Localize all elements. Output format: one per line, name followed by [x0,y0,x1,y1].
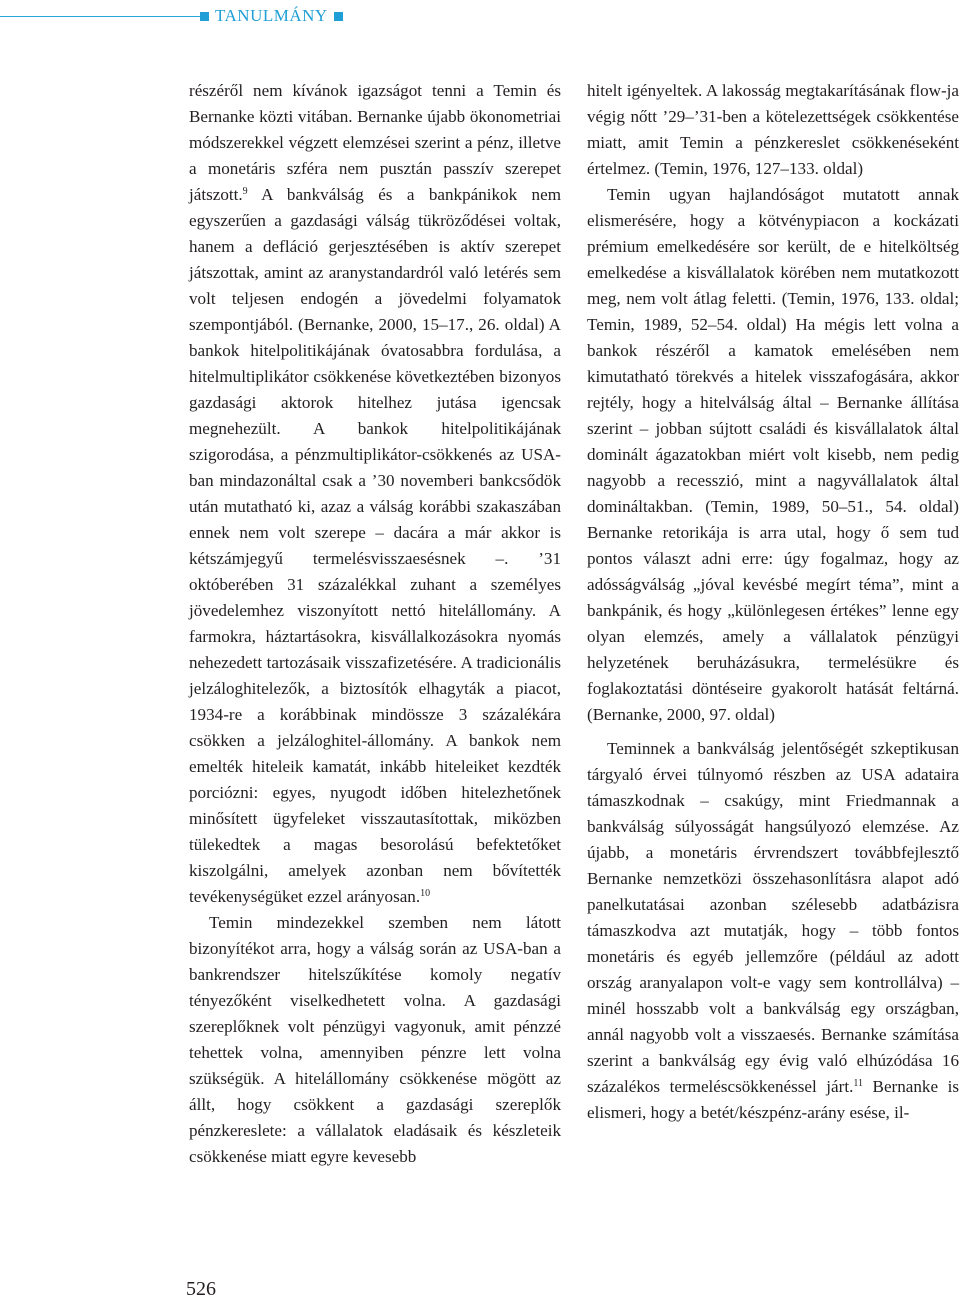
left-paragraph-1-start: részéről nem kívánok igazságot tenni a Temin és Bernanke közti vitában. Bernanke újabb ökonometriai módszerekkel végzett elemzései szerint a pénz, illetve a monetáris szféra nem pusztán passzív szerepet játszott. [189,81,561,204]
running-header [0,0,960,36]
page-number: 526 [186,1278,216,1300]
left-paragraph-1 [189,78,561,910]
footnote-ref-10: 10 [420,888,431,899]
right-paragraph-1: hitelt igényeltek. A lakosság megtakarításának flow-ja végig nőtt ’29–’31-ben a kötelezettségek csökkentése miatt, amit Temin a pénzkereslet csökkenéseként értelmez. (Temin, 1976, 127–133. oldal) [587,81,959,178]
square-bullet-icon [334,12,343,21]
header-rule [0,16,200,17]
section-label-text: TANULMÁNY [215,6,328,25]
footnote-ref-9: 9 [242,186,248,197]
right-paragraph-3 [587,736,959,1126]
footnote-ref-11: 11 [853,1078,864,1089]
right-paragraph-3-rest: Bernanke is elismeri, hogy a betét/készpénz-arány esése, il- [587,1077,959,1122]
right-paragraph-2: Temin ugyan hajlandóságot mutatott annak elismerésére, hogy a kötvénypiacon a kockázati prémium emelkedésére sor került, de e hitelköltség emelkedése a kisvállalatok körében nem mutatkozott meg, nem volt átlag feletti. (Temin, 1976, 133. oldal; Temin, 1989, 52–54. oldal) Ha mégis lett volna a bankok részéről a kamatok emelésében nem kimutatható törekvés a hitelek visszafogására, akkor rejtély, hogy a hitelválság által – Bernanke állítása szerint – jobban sújtott családi és kisvállalatok által dominált ágazatokban miért volt kisebb, nem pedig nagyobb a recesszió, mint a nagyvállalatok által domináltakban. (Temin, 1989, 50–51., 54. oldal) Bernanke retorikája is arra utal, hogy ő sem tud pontos választ adni erre: úgy fogalmaz, hogy az adósságválság „jóval kevésbé megírt téma”, mint a bankpánik, és hogy „különlegesen értékes” lenne egy olyan elemzés, amely a vállalatok pénzügyi helyzetének beruházásukra, termelésükre és foglakoztatási döntéseire gyakorolt hatását feltárná. (Bernanke, 2000, 97. oldal) [587,185,959,724]
section-label [200,4,343,28]
left-paragraph-2: Temin mindezekkel szemben nem látott bizonyítékot arra, hogy a válság során az USA-ban a bankrendszer hitelszűkítése komoly negatív tényezőként viselkedhetett volna. A gazdasági szereplőknek volt pénzügyi vagyonuk, amit pénzzé tehettek volna, amennyiben pénzre lett volna szükségük. A hitelállomány csökkenése mögött az állt, hogy csökkent a gazdasági szereplők pénzkereslete: a vállalatok eladásaik és készleteik csökkenése miatt egyre kevesebb [189,913,561,1166]
square-bullet-icon [200,12,209,21]
right-column [587,78,959,1126]
left-paragraph-1-rest: A bankválság és a bankpánikok nem egyszerűen a gazdasági válság tükröződései voltak, hanem a defláció gerjesztésében is aktív szerepet játszottak, amint az aranystandardról való letérés sem volt teljesen endogén a jövedelmi folyamatok szempontjából. (Bernanke, 2000, 15–17., 26. oldal) A bankok hitelpolitikájának óvatosabbra fordulása, a hitelmultiplikátor csökkenése következtében bizonyos gazdasági aktorok hitelhez jutása igencsak megnehezült. A bankok hitelpolitikájának szigorodása, a pénzmultiplikátor-csökkenés az USA-ban mindazonáltal csak a ’30 novemberi bankcsődök után mutatható ki, azaz a válság korábbi szakaszában ennek nem volt szerepe – dacára a már akkor is kétszámjegyű termelésvisszaesésnek –. ’31 októberében 31 százalékkal zuhant a személyes jövedelemhez viszonyított nettó hitelállomány. A farmokra, háztartásokra, kisvállalkozásokra nyomás nehezedett tartozásaik visszafizetésére. A tradicionális jelzáloghitelezők, a biztosítók elhagyták a piacot, 1934-re a korábbinak mindössze 3 százalékára csökken a jelzáloghitel-állomány. A bankok nem emelték hiteleik kamatát, inkább hiteleiket kezdték porciózni: egyes, nyugodt időben hitelezhetőnek minősített ügyfeleket visszautasítottak, miközben tülekedtek a magas besorolású befektetőket kiszolgálni, amelyek azonban nem bővítették tevékenységüket ezzel arányosan. [189,185,561,906]
left-column [189,78,561,1170]
right-paragraph-3-start: Teminnek a bankválság jelentőségét szkeptikusan tárgyaló érvei túlnyomó részben az USA adataira támaszkodnak – csakúgy, mint Friedmannak a bankválság súlyosságát hangsúlyozó elemzése. Az újabb, a monetáris érvrendszert továbbfejlesztő Bernanke nemzetközi összehasonlításra alapot adó panelkutatásai azonban szélesebb adatbázisra támaszkodva azt mutatják, hogy – több fontos monetáris és egyéb jellemzőre (például az adott ország aranyalapon volt-e vagy sem kontrollálva) – minél hosszabb volt a bankválság egy országban, annál nagyobb volt a visszaesés. Bernanke számítása szerint a bankválság egy évig való elhúzódása 16 százalékos termeléscsökkenéssel járt. [587,739,959,1096]
